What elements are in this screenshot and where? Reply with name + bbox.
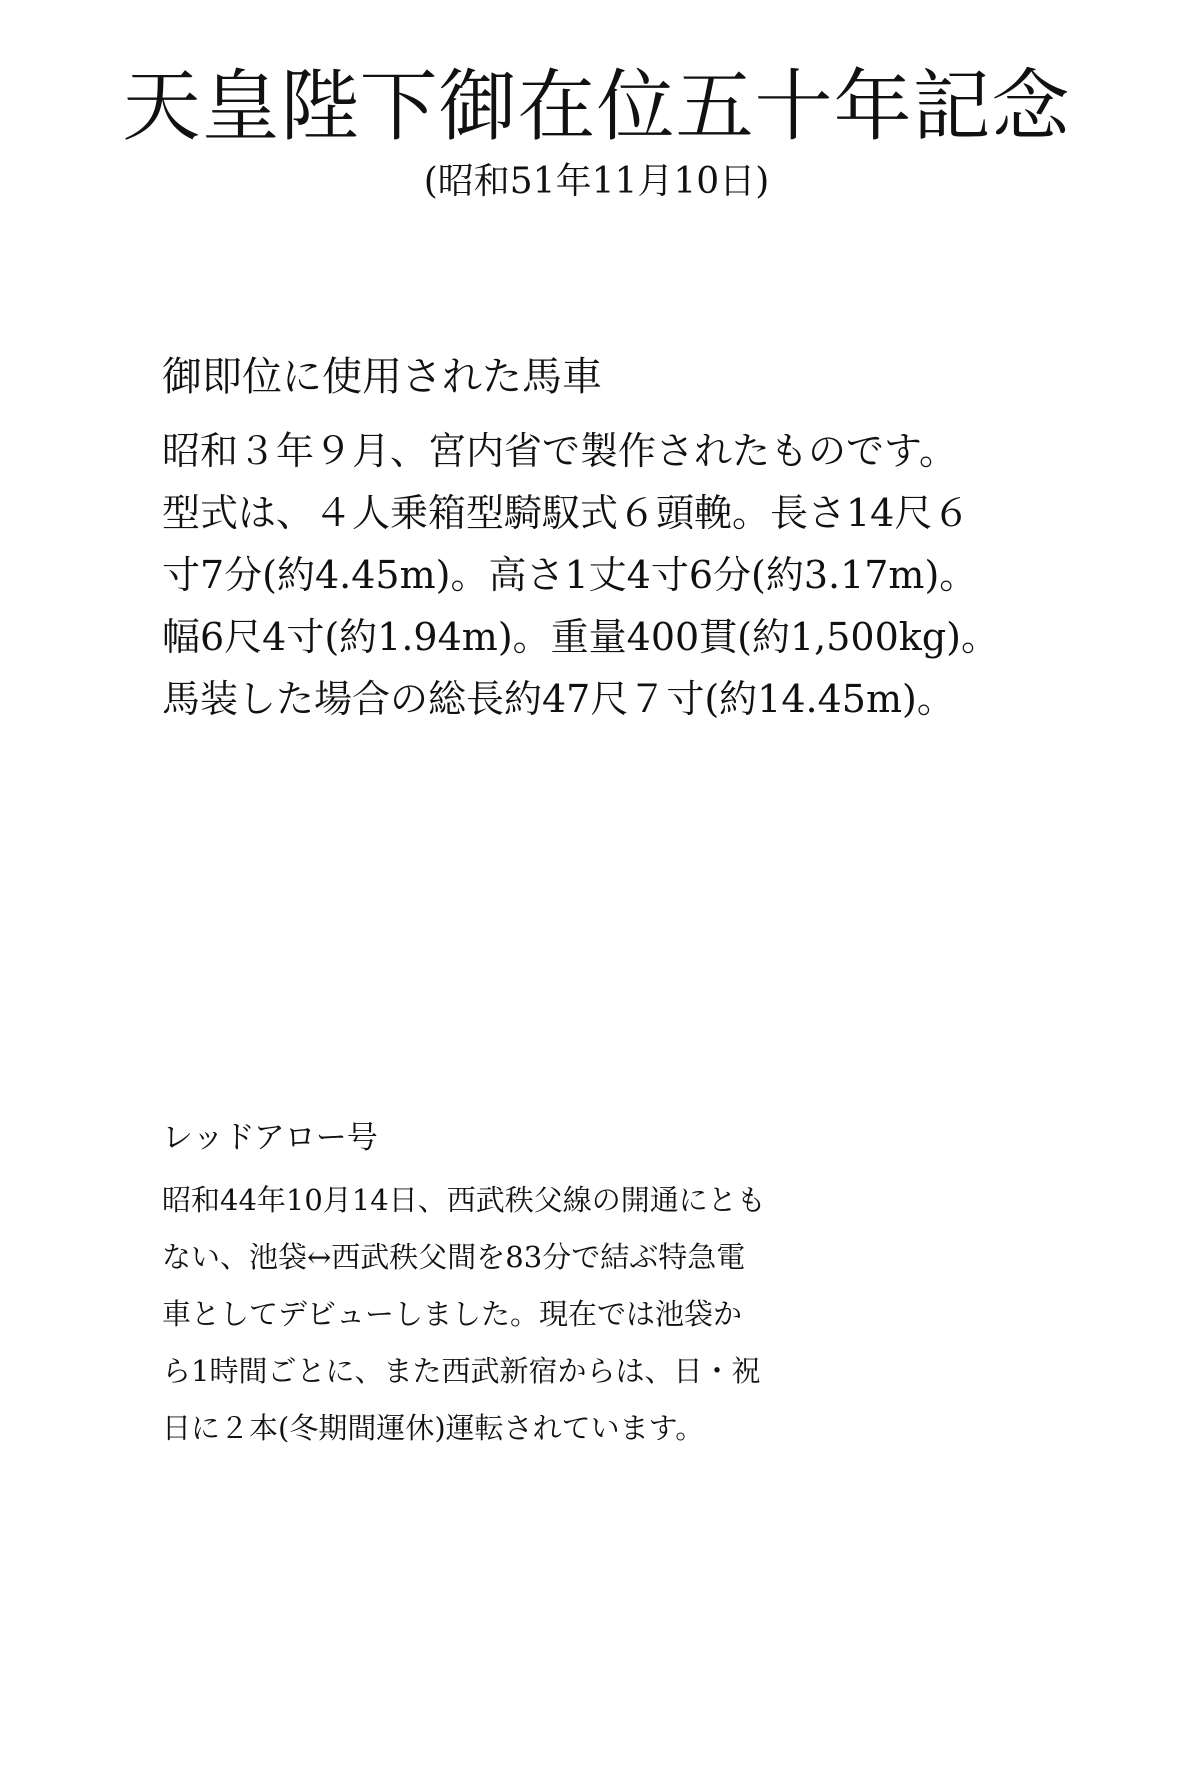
carriage-description-line: 馬装した場合の総長約47尺７寸(約14.45m)。 (162, 677, 955, 721)
train-section-heading: レッドアロー号 (162, 1120, 378, 1156)
train-description-line: 車としてデビューしました。現在では池袋か (162, 1297, 743, 1331)
carriage-description (162, 420, 1172, 730)
carriage-section-heading: 御即位に使用された馬車 (162, 354, 602, 400)
train-description-line: 日に２本(冬期間運休)運転されています。 (162, 1411, 705, 1445)
train-description-line: ら1時間ごとに、また西武新宿からは、日・祝 (162, 1354, 761, 1388)
carriage-description-line: 昭和３年９月、宮内省で製作されたものです。 (162, 429, 957, 473)
train-description-line: ない、池袋↔西武秩父間を83分で結ぶ特急電 (162, 1240, 746, 1274)
train-description (162, 1172, 862, 1457)
commemoration-date: (昭和51年11月10日) (423, 161, 770, 202)
carriage-description-line: 幅6尺4寸(約1.94m)。重量400貫(約1,500kg)。 (162, 615, 999, 659)
page-title: 天皇陛下御在位五十年記念 (122, 62, 1071, 152)
train-description-line: 昭和44年10月14日、西武秩父線の開通にとも (162, 1183, 766, 1217)
carriage-description-line: 型式は、４人乗箱型騎馭式６頭輓。長さ14尺６ (162, 491, 971, 535)
carriage-description-line: 寸7分(約4.45m)。高さ1丈4寸6分(約3.17m)。 (162, 553, 978, 597)
